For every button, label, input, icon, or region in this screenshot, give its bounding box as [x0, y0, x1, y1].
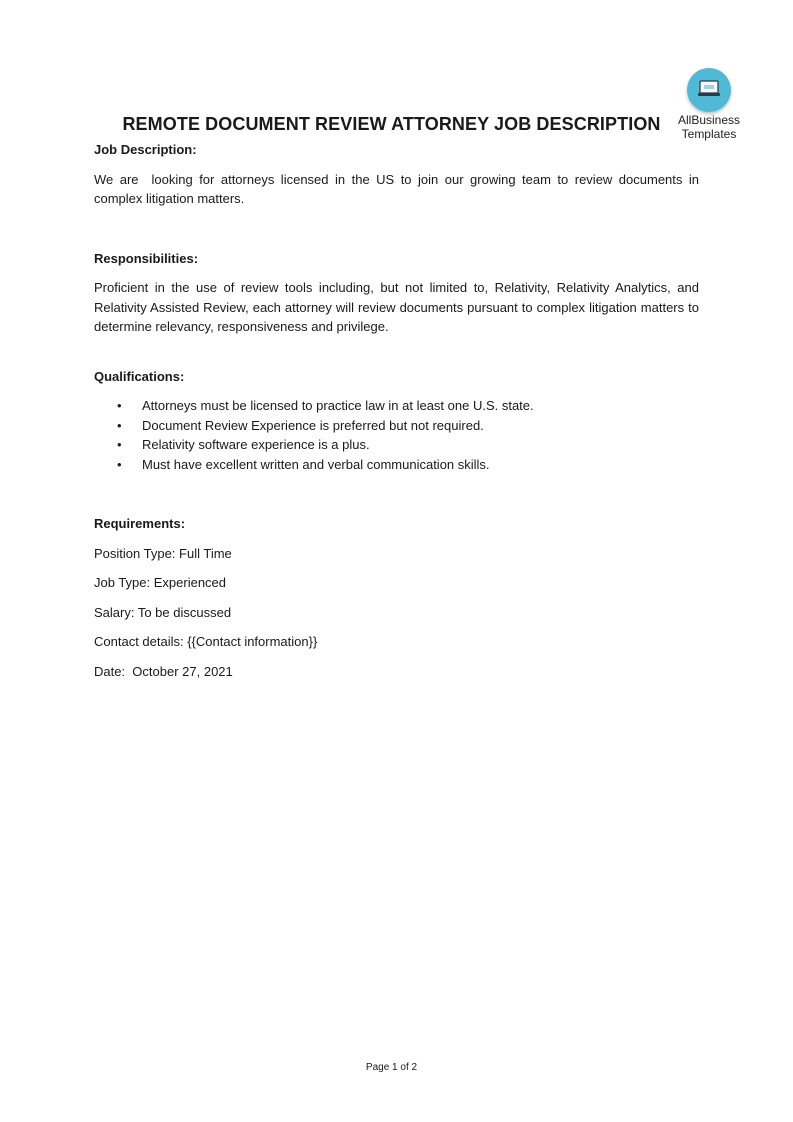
logo-text-line1: AllBusiness: [677, 113, 741, 127]
salary-line: Salary: To be discussed: [94, 604, 232, 620]
list-item-text: Relativity software experience is a plus.: [142, 437, 370, 452]
list-item: [94, 416, 699, 436]
list-item: [94, 455, 699, 475]
list-item: [94, 435, 699, 455]
list-item: [94, 396, 699, 416]
qualifications-heading: Qualifications:: [94, 368, 185, 384]
job-type-line: Job Type: Experienced: [94, 575, 227, 590]
list-item-text: Must have excellent written and verbal communication skills.: [142, 456, 490, 472]
logo-text-line2: Templates: [681, 127, 737, 141]
list-item-text: Document Review Experience is preferred but not required.: [142, 417, 484, 433]
laptop-icon: [687, 68, 731, 112]
document-body: [94, 140, 703, 681]
qualifications-list: [94, 396, 699, 474]
bullet: •: [117, 456, 122, 472]
requirements-heading: Requirements:: [94, 516, 186, 531]
bullet: •: [117, 437, 122, 452]
job-description-text: We are looking for attorneys licensed in the US to join our growing team to review documents in complex litigation matters.: [94, 171, 703, 206]
bullet: •: [117, 417, 122, 433]
position-type-line: Position Type: Full Time: [94, 545, 232, 561]
date-line: Date: October 27, 2021: [94, 663, 233, 679]
page-number: Page 1 of 2: [365, 1062, 418, 1073]
list-item-text: Attorneys must be licensed to practice law in at least one U.S. state.: [142, 398, 534, 413]
responsibilities-text: Proficient in the use of review tools including, but not limited to, Relativity, Relativity Analytics, and Relativity Assisted Review, each attorney will review documents pursuant to complex litigation matters to determine relevancy, responsiveness and privilege.: [94, 280, 699, 334]
page-title: REMOTE DOCUMENT REVIEW ATTORNEY JOB DESCRIPTION: [122, 114, 661, 134]
bullet: •: [117, 398, 122, 413]
job-description-heading: Job Description:: [94, 142, 197, 157]
contact-details-line: Contact details: {{Contact information}}: [94, 634, 318, 649]
responsibilities-heading: Responsibilities:: [94, 250, 199, 266]
